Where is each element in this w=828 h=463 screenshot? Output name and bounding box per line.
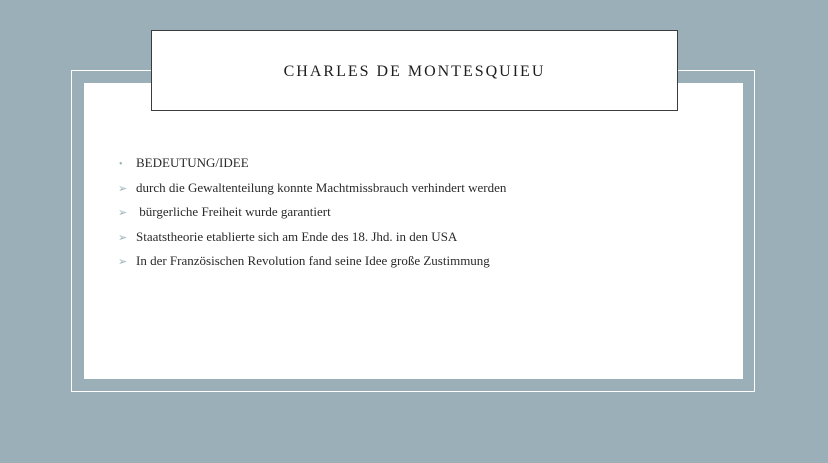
bullet-dot-icon: • [119, 159, 123, 170]
bullet-item [118, 204, 718, 229]
arrow-bullet-icon: ➢ [118, 207, 128, 219]
bullet-text: durch die Gewaltenteilung konnte Machtmissbrauch verhindert werden [136, 179, 507, 195]
arrow-bullet-icon: ➢ [118, 231, 128, 244]
bullet-text: In der Französischen Revolution fand seine Idee große Zustimmung [136, 253, 490, 268]
bullet-item [118, 180, 718, 205]
bullet-item [118, 253, 718, 278]
bullet-text: Staatstheorie etablierte sich am Ende des 18. Jhd. in den USA [136, 228, 458, 244]
bullet-item [118, 229, 718, 254]
slide-title-box [151, 30, 678, 111]
slide-title: CHARLES DE MONTESQUIEU [283, 62, 546, 80]
arrow-bullet-icon: ➢ [118, 256, 128, 268]
bullet-list [118, 155, 718, 278]
arrow-bullet-icon: ➢ [118, 182, 128, 195]
bullet-item [118, 155, 718, 180]
bullet-text: BEDEUTUNG/IDEE [136, 155, 249, 170]
bullet-text: bürgerliche Freiheit wurde garantiert [136, 204, 331, 219]
